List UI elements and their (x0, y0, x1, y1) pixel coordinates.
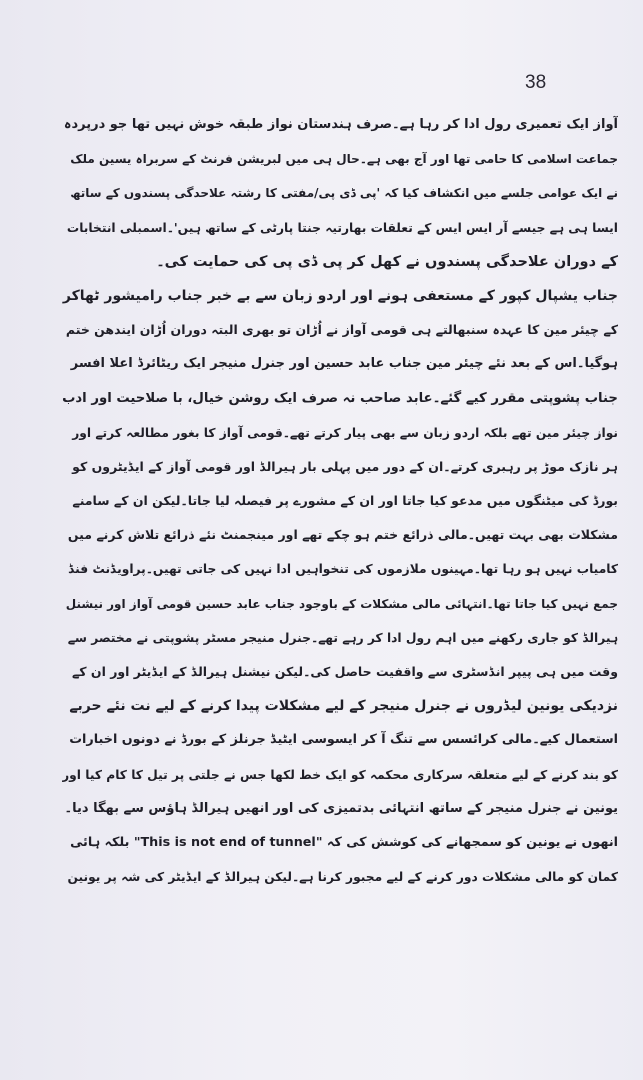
text-line: ہوگیا۔اس کے بعد نئے چیئر مین جناب عابد حسین اور جنرل منیجر ایک ریٹائرڈ اعلا افسر (70, 356, 618, 372)
text-line: ہیرالڈ کو جاری رکھنے میں اہم رول ادا کر رہے تھے۔جنرل منیجر مسٹر پشوپتی نے مختصر سے (67, 630, 618, 645)
text-line: نواز چیئر مین تھے بلکہ اردو زبان سے بھی پیار کرتے تھے۔قومی آواز کا بغور مطالعہ کرتے اور (72, 425, 618, 440)
text-line: مشکلات بھی بہت تھیں۔مالی ذرائع ختم ہو چکے تھے اور مینجمنٹ نئے ذرائع تلاش کرنے میں (67, 527, 618, 543)
text-line: ایسا ہی ہے جیسے آر ایس ایس کے تعلقات بھارتیہ جنتا پارٹی کے ساتھ ہیں'۔اسمبلی انتخابات (66, 220, 618, 235)
text-line: آواز ایک تعمیری رول ادا کر رہا ہے۔صرف ہندستان نواز طبقہ خوش نہیں تھا جو درپردہ (63, 117, 618, 132)
text-line: وقت میں ہی پیپر انڈسٹری سے واقفیت حاصل کی۔لیکن نیشنل ہیرالڈ کے ایڈیٹر اور ان کے (71, 664, 618, 679)
text-line: جناب پشوپتی مقرر کیے گئے۔عابد صاحب نہ صرف ایک روشن خیال، با صلاحیت اور ادب (62, 390, 618, 406)
text-line: یونین نے جنرل منیجر کے ساتھ انتہائی بدتمیزی کی اور انھیں ہیرالڈ ہاؤس سے بھگا دیا۔ (64, 800, 618, 816)
text-line: نزدیکی یونین لیڈروں نے جنرل منیجر کے لیے مشکلات پیدا کرنے کے لیے نت نئے حربے (69, 698, 618, 715)
page-number: 38 (525, 72, 547, 93)
text-line: انھوں نے یونین کو سمجھانے کی کوشش کی کہ "This is not end of tunnel" بلکہ ہائی (70, 834, 618, 850)
text-line: کمان کو مالی مشکلات دور کرنے کے لیے مجبور کرنا ہے۔لیکن ہیرالڈ کے ایڈیٹر کی شہ پر یونین (67, 870, 618, 885)
text-line: جماعت اسلامی کا حامی تھا اور آج بھی ہے۔حال ہی میں لبریشن فرنٹ کے سربراہ یسین ملک (70, 152, 618, 167)
page-body-text (62, 108, 618, 894)
text-line: ہر نازک موڑ پر رہبری کرتے۔ان کے دور میں پہلی بار ہیرالڈ اور قومی آواز کے ایڈیٹروں کو (72, 458, 618, 474)
text-line: استعمال کیے۔مالی کرائسس سے تنگ آ کر ایسوسی ایٹیڈ جرنلز کے بورڈ نے دونوں اخبارات (69, 732, 618, 748)
text-line: نے ایک عوامی جلسے میں انکشاف کیا کہ 'پی ڈی پی/مفتی کا رشتہ علاحدگی پسندوں کے ساتھ (70, 186, 618, 201)
text-line: کامیاب نہیں ہو رہا تھا۔مہینوں ملازموں کی تنخواہیں ادا نہیں کی جاتی تھیں۔پراویڈنٹ فنڈ (68, 562, 618, 577)
text-line: کو بند کرنے کے لیے متعلقہ سرکاری محکمہ کو ایک خط لکھا جس نے جلتی پر تیل کا کام کیا اور (62, 767, 618, 782)
text-line: جمع نہیں کیا جاتا تھا۔انتہائی مالی مشکلات کے باوجود جناب عابد حسین قومی آواز اور نیشنل (65, 596, 618, 611)
text-line: کے چیئر مین کا عہدہ سنبھالتے ہی قومی آواز نے اُڑان تو بھری البتہ دوران اُڑان ایندھن ختم (65, 322, 618, 338)
text-line: جناب یشپال کپور کے مستعفی ہونے اور اردو زبان سے بے خبر جناب رامیشور ٹھاکر (62, 287, 618, 304)
text-line: کے دوران علاحدگی پسندوں نے کھل کر پی ڈی پی کی حمایت کی۔ (156, 253, 618, 270)
text-line: بورڈ کی میٹنگوں میں مدعو کیا جاتا اور ان کے مشورے پر فیصلہ لیا جاتا۔لیکن ان کے سامنے (72, 493, 618, 509)
